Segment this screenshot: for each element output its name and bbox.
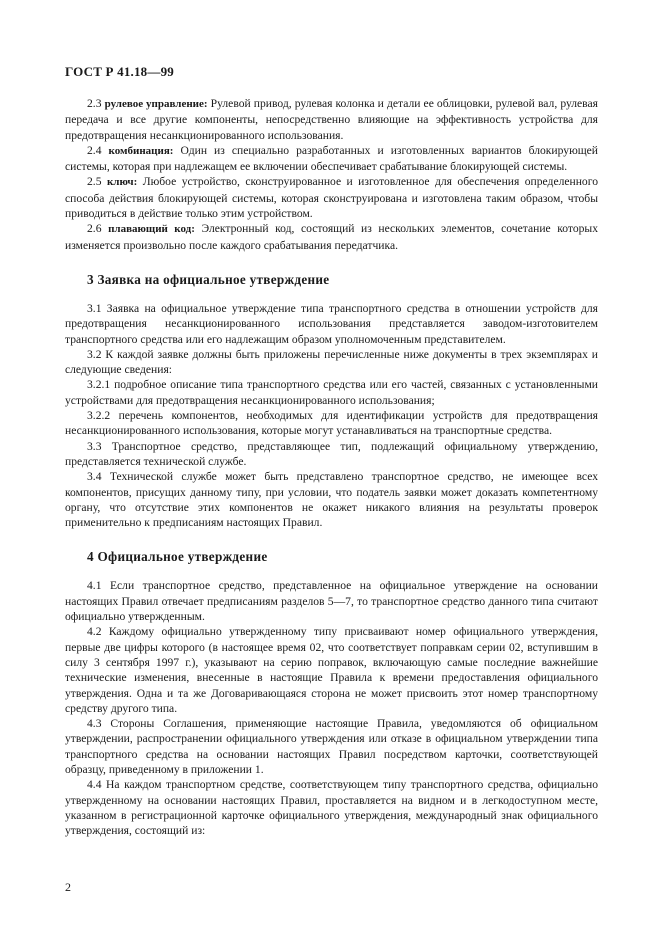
definition-2-5 xyxy=(65,174,598,221)
definition-term: плавающий код: xyxy=(108,223,195,236)
definition-term: комбинация: xyxy=(108,144,174,157)
section-4-heading: 4 Официальное утверждение xyxy=(87,549,268,565)
page-content xyxy=(65,96,598,838)
definition-number: 2.5 xyxy=(87,175,102,189)
definition-text: Любое устройство, сконструированное и изготовленное для обеспечения определенного способа действия блокирующей системы, которая сконструирована и изготовлена таким образом, чтобы приводиться в действие только этим устройством. xyxy=(65,175,598,221)
section-4-body xyxy=(65,578,598,838)
paragraph-3-3: 3.3 Транспортное средство, представляющее тип, подлежащий официальному утверждению, представляется технической службе. xyxy=(65,439,598,468)
section-3-body xyxy=(65,301,598,530)
definition-2-3 xyxy=(65,96,598,143)
paragraph-3-2: 3.2 К каждой заявке должны быть приложены перечисленные ниже документы в трех экземплярах и следующие сведения: xyxy=(65,347,598,377)
paragraph-3-2-2: 3.2.2 перечень компонентов, необходимых для идентификации устройств для предотвращения несанкционированного использования, которые могут устанавливаться на транспортные средства. xyxy=(65,409,598,438)
definition-number: 2.6 xyxy=(87,222,102,236)
definition-term: ключ: xyxy=(106,176,138,189)
section-3-heading: 3 Заявка на официальное утверждение xyxy=(87,271,330,287)
definition-2-4 xyxy=(65,143,598,175)
paragraph-4-3: 4.3 Стороны Соглашения, применяющие настоящие Правила, уведомляются об официальном утверждении, распространении официального утверждения или отказе в официальном утверждении типа транспортного средства на основании настоящих Правил посредством карточки, соответствующей образцу, приведенному в приложении 1. xyxy=(65,717,598,776)
definition-term: рулевое управление: xyxy=(104,98,208,110)
definition-number: 2.4 xyxy=(87,143,102,157)
paragraph-3-1: 3.1 Заявка на официальное утверждение типа транспортного средства в отношении устройств для предотвращения несанкционированного использования представляется заводом-изготовителем транспортного средства или его надлежащим образом уполномоченным представителем. xyxy=(65,301,598,346)
definition-text: Электронный код, состоящий из нескольких элементов, сочетание которых изменяется произвольно после каждого срабатывания передатчика. xyxy=(65,222,599,252)
definition-text: Рулевой привод, рулевая колонка и детали ее облицовки, рулевой вал, рулевая передача и все другие компоненты, непосредственно влияющие на эффективность устройства для предотвращения несанкционированного использования. xyxy=(65,97,598,142)
definition-2-6 xyxy=(65,221,598,253)
paragraph-4-4: 4.4 На каждом транспортном средстве, соответствующем типу транспортного средства, официально утвержденному на основании настоящих Правил, проставляется на видном и в легкодоступном месте, указанном в регистрационной карточке официального утверждения, международный знак официального утверждения, состоящий из: xyxy=(65,778,598,838)
definitions-list xyxy=(65,96,598,253)
page-header: ГОСТ Р 41.18—99 xyxy=(65,64,174,79)
paragraph-3-4: 3.4 Технической службе может быть представлено транспортное средство, не имеющее всех компонентов, присущих данному типу, при условии, что податель заявки может доказать компетентному органу, что отсутствие этих компонентов не окажет никакого влияния на результаты проверок применительно к предписаниям настоящих Правил. xyxy=(65,470,598,530)
paragraph-4-2: 4.2 Каждому официально утвержденному типу присваивают номер официального утверждения, первые две цифры которого (в настоящее время 02, что соответствует поправкам серии 02, вступившим в силу 3 сентября 1997 г.), указывают на серию поправок, включающую самые последние важнейшие технические изменения, внесенные в настоящие Правила к времени предоставления официального утверждения. Одна и та же Договаривающаяся сторона не может присвоить этот номер транспортному средству другого типа. xyxy=(65,625,598,715)
definition-number: 2.3 xyxy=(87,97,102,110)
paragraph-3-2-1: 3.2.1 подробное описание типа транспортного средства или его частей, связанных с установленными устройствами для предотвращения несанкционированного использования; xyxy=(65,378,598,407)
page-number: 2 xyxy=(65,880,71,894)
paragraph-4-1: 4.1 Если транспортное средство, представленное на официальное утверждение на основании настоящих Правил отвечает предписаниям разделов 5—7, то транспортное средство данного типа считают официально утвержденным. xyxy=(65,579,598,624)
definition-text: Один из специально разработанных и изготовленных вариантов блокирующей системы, которая при надлежащем ее включении обеспечивает срабатывание блокирующей системы. xyxy=(65,143,599,174)
